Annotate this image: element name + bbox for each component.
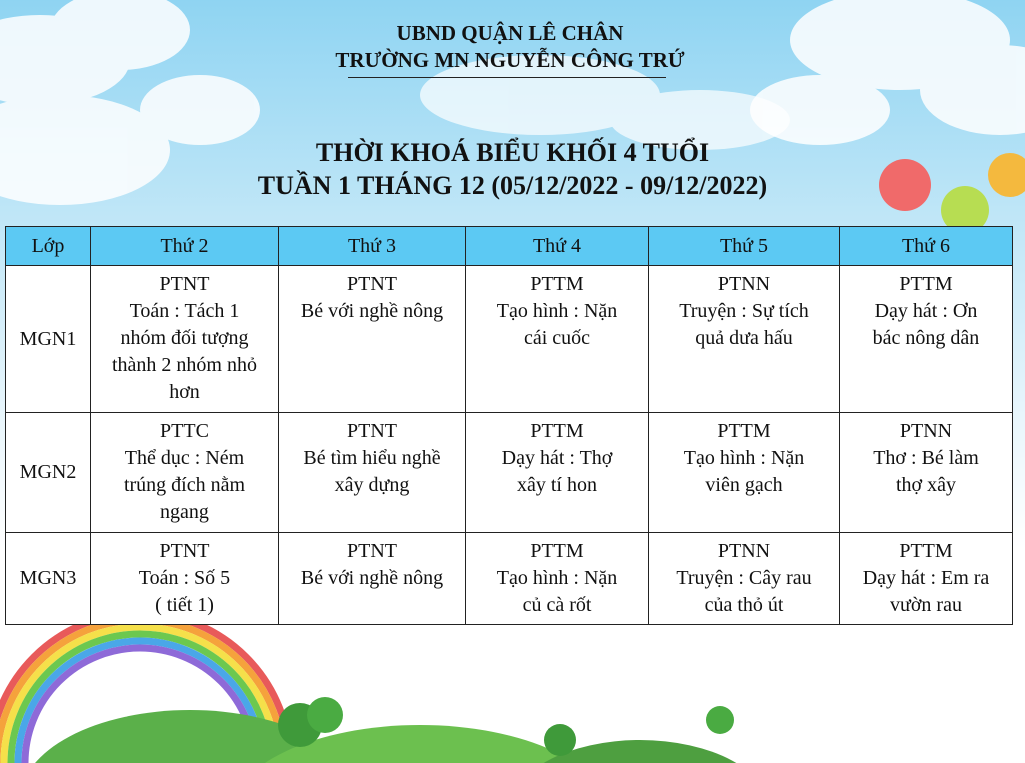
cell-line: PTNT	[159, 273, 210, 295]
organization-header	[310, 20, 710, 74]
cell-line: Dạy hát : Thợ	[501, 447, 613, 469]
activity-cell	[840, 266, 1013, 413]
cell-line: trúng đích nằm	[123, 474, 246, 496]
activity-cell	[91, 266, 279, 413]
cell-line: củ cà rốt	[522, 594, 592, 616]
cell-line: PTTM	[530, 540, 584, 562]
column-header: Thứ 2	[91, 227, 279, 266]
cell-line: PTTM	[899, 273, 953, 295]
title-line2: TUẦN 1 THÁNG 12 (05/12/2022 - 09/12/2022)	[257, 171, 768, 200]
activity-cell	[649, 266, 840, 413]
activity-cell	[466, 413, 649, 533]
cell-line: vườn rau	[890, 594, 962, 616]
cell-line: viên gạch	[705, 474, 783, 496]
activity-cell	[279, 413, 466, 533]
activity-cell	[466, 266, 649, 413]
cell-line: Tạo hình : Nặn	[496, 567, 618, 589]
cell-line: PTNT	[347, 273, 397, 295]
activity-cell	[840, 413, 1013, 533]
cell-line: PTTC	[160, 420, 209, 442]
cell-line: cái cuốc	[523, 327, 591, 349]
activity-cell	[279, 533, 466, 625]
cell-line: bác nông dân	[872, 327, 980, 349]
cell-line: Truyện : Sự tích	[679, 300, 809, 322]
cell-line: PTNN	[899, 420, 953, 442]
org-name-line1: UBND QUẬN LÊ CHÂN	[396, 21, 624, 45]
cell-line: nhóm đối tượng	[120, 327, 249, 349]
cell-line: xây tí hon	[517, 474, 597, 496]
cell-line: Bé tìm hiểu nghề	[303, 447, 441, 469]
column-header: Lớp	[6, 227, 91, 266]
header-divider	[348, 77, 666, 78]
table-row	[6, 533, 1013, 625]
cell-line: Tạo hình : Nặn	[683, 447, 805, 469]
class-cell: MGN3	[6, 533, 91, 625]
column-header: Thứ 4	[466, 227, 649, 266]
cell-line: Bé với nghề nông	[300, 300, 444, 322]
activity-cell	[649, 533, 840, 625]
cell-line: Dạy hát : Em ra	[862, 567, 990, 589]
cell-line: PTNT	[347, 540, 397, 562]
title-line1: THỜI KHOÁ BIỂU KHỐI 4 TUỔI	[315, 138, 710, 167]
timetable-body	[6, 266, 1013, 625]
cell-line: xây dựng	[334, 474, 410, 496]
class-cell: MGN1	[6, 266, 91, 413]
cell-line: ( tiết 1)	[155, 594, 214, 616]
cell-line: PTTM	[530, 420, 584, 442]
column-header: Thứ 5	[649, 227, 840, 266]
column-header: Thứ 6	[840, 227, 1013, 266]
cell-line: Thơ : Bé làm	[873, 447, 979, 469]
cell-line: Bé với nghề nông	[300, 567, 444, 589]
activity-cell	[91, 533, 279, 625]
column-header: Thứ 3	[279, 227, 466, 266]
activity-cell	[279, 266, 466, 413]
activity-cell	[649, 413, 840, 533]
cell-line: Tạo hình : Nặn	[496, 300, 618, 322]
cell-line: Toán : Số 5	[138, 567, 231, 589]
activity-cell	[466, 533, 649, 625]
cell-line: PTNN	[717, 540, 771, 562]
cell-line: ngang	[160, 501, 209, 523]
timetable	[5, 226, 1013, 625]
org-name-line2: TRƯỜNG MN NGUYỄN CÔNG TRỨ	[335, 48, 685, 72]
cell-line: PTTM	[717, 420, 771, 442]
cell-line: quả dưa hấu	[695, 327, 793, 349]
cell-line: của thỏ út	[704, 594, 784, 616]
cell-line: Dạy hát : Ơn	[874, 300, 978, 322]
cell-line: thành 2 nhóm nhỏ	[112, 354, 257, 376]
table-row	[6, 266, 1013, 413]
document-title	[0, 136, 1025, 202]
cell-line: PTNT	[347, 420, 397, 442]
cell-line: PTTM	[899, 540, 953, 562]
activity-cell	[840, 533, 1013, 625]
class-cell: MGN2	[6, 413, 91, 533]
cell-line: Truyện : Cây rau	[676, 567, 812, 589]
cell-line: Thể dục : Ném	[124, 447, 245, 469]
table-row	[6, 413, 1013, 533]
activity-cell	[91, 413, 279, 533]
cell-line: Toán : Tách 1	[129, 300, 240, 322]
cell-line: PTNT	[159, 540, 210, 562]
cell-line: thợ xây	[895, 474, 956, 496]
cell-line: hơn	[169, 381, 200, 403]
cell-line: PTNN	[717, 273, 771, 295]
cell-line: PTTM	[530, 273, 584, 295]
timetable-header	[6, 227, 1013, 266]
